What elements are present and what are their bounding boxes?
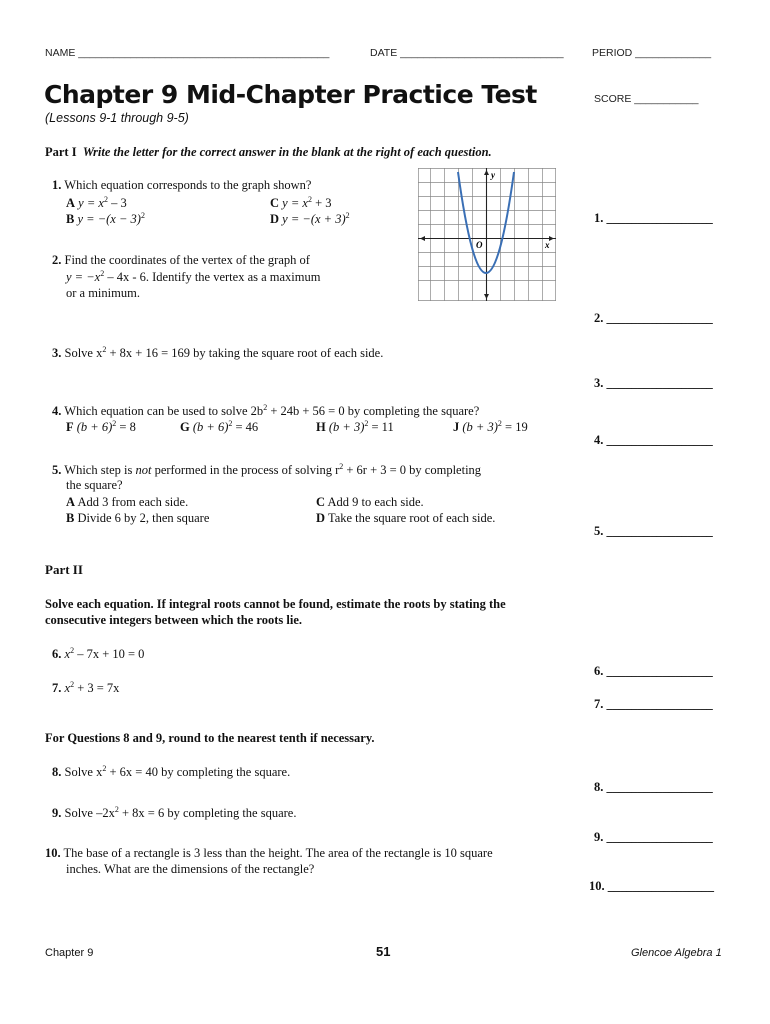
- question-10-line2: inches. What are the dimensions of the rectangle?: [66, 862, 315, 876]
- q1-option-b: B $y = -(x - 3)^2$: [66, 211, 145, 227]
- question-9: 9. Solve $-2x^2 + 8x = 6$ by completing the square.: [52, 805, 297, 821]
- answer-blank-3[interactable]: 3. _________________: [594, 376, 713, 390]
- q4-option-j: J $(b + 3)^2 = 19$: [453, 419, 528, 435]
- question-6: 6. $x^2 - 7x + 10 = 0$: [52, 646, 145, 662]
- graph-axes: [418, 168, 556, 301]
- answer-blank-4[interactable]: 4. _________________: [594, 433, 713, 447]
- date-field: DATE ____________________________: [370, 47, 564, 59]
- question-4: 4. Which equation can be used to solve $2b^2 + 24b + 56 = 0$ by completing the square?: [52, 403, 480, 419]
- answer-blank-2[interactable]: 2. _________________: [594, 311, 713, 325]
- q4-option-g: G $(b + 6)^2 = 46$: [180, 419, 259, 435]
- question-7: 7. $x^2 + 3 = 7x$: [52, 680, 120, 696]
- answer-blank-5[interactable]: 5. _________________: [594, 524, 713, 538]
- answer-blank-10[interactable]: 10. _________________: [589, 879, 714, 893]
- question-2-line3: or a minimum.: [66, 286, 140, 300]
- q5-option-d: D Take the square root of each side.: [316, 511, 496, 525]
- footer-chapter: Chapter 9: [45, 947, 94, 959]
- footer-book: Glencoe Algebra 1: [631, 947, 722, 959]
- page-number: 51: [376, 944, 391, 959]
- answer-blank-6[interactable]: 6. _________________: [594, 664, 713, 678]
- y-axis-label: y: [491, 170, 495, 180]
- q5-option-b: B Divide 6 by 2, then square: [66, 511, 210, 525]
- name-field: NAME ___________________________________________: [45, 47, 330, 59]
- x-axis-label: x: [545, 240, 550, 250]
- q1-option-a: A $y = x^2 - 3$: [66, 195, 127, 211]
- q5-option-a: A Add 3 from each side.: [66, 495, 189, 509]
- question-1: 1. Which equation corresponds to the graph shown?: [52, 178, 312, 192]
- q1-option-c: C $y = x^2 + 3$: [270, 195, 332, 211]
- question-10: 10. The base of a rectangle is 3 less than the height. The area of the rectangle is 10 square: [45, 846, 493, 860]
- question-8: 8. Solve $x^2 + 6x = 40$ by completing the square.: [52, 764, 291, 780]
- part1-heading: Part I Write the letter for the correct answer in the blank at the right of each question.: [45, 145, 492, 159]
- question-3: 3. Solve $x^2 + 8x + 16 = 169$ by taking the square root of each side.: [52, 345, 384, 361]
- q4-option-h: H $(b + 3)^2 = 11$: [316, 419, 394, 435]
- score-field: SCORE ___________: [594, 93, 699, 105]
- question-5-line2: the square?: [66, 478, 123, 492]
- page-subtitle: (Lessons 9-1 through 9-5): [45, 111, 189, 125]
- rounding-note: For Questions 8 and 9, round to the nearest tenth if necessary.: [45, 731, 375, 745]
- origin-label: O: [476, 240, 483, 250]
- q5-option-c: C Add 9 to each side.: [316, 495, 424, 509]
- answer-blank-1[interactable]: 1. _________________: [594, 211, 713, 225]
- part2-instructions-line2: consecutive integers between which the roots lie.: [45, 613, 303, 627]
- part2-heading: Part II: [45, 562, 83, 577]
- answer-blank-8[interactable]: 8. _________________: [594, 780, 713, 794]
- question-5: 5. Which step is not performed in the process of solving $r^2 + 6r + 3 = 0$ by completing: [52, 462, 482, 478]
- q1-option-d: D $y = -(x + 3)^2$: [270, 211, 350, 227]
- question-2: 2. Find the coordinates of the vertex of the graph of: [52, 253, 310, 267]
- question-2-line2: $y = -x^2 - 4x - 6$. Identify the vertex as a maximum: [66, 269, 321, 285]
- answer-blank-9[interactable]: 9. _________________: [594, 830, 713, 844]
- page-title: Chapter 9 Mid-Chapter Practice Test: [44, 80, 537, 109]
- part2-instructions-line1: Solve each equation. If integral roots cannot be found, estimate the roots by stating the: [45, 597, 506, 611]
- parabola-graph: [418, 168, 556, 301]
- period-field: PERIOD _____________: [592, 47, 712, 59]
- answer-blank-7[interactable]: 7. _________________: [594, 697, 713, 711]
- q4-option-f: F $(b + 6)^2 = 8$: [66, 419, 136, 435]
